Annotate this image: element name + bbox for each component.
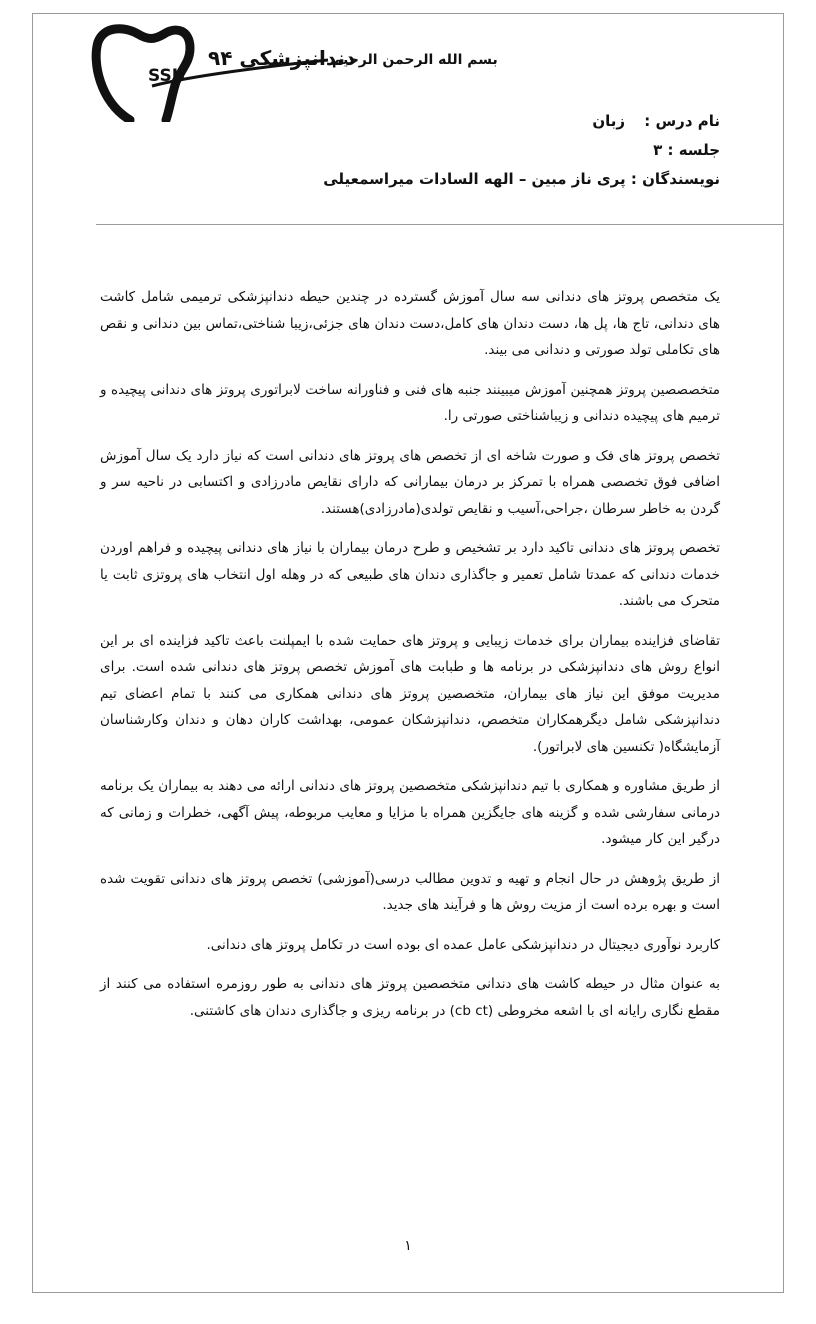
session-line <box>653 141 720 159</box>
paragraph: متخصصصین پروتز همچنین آموزش میبینند جنبه های فنی و فناورانه ساخت لابراتوری پروتز های دندانی پیچیده و ترمیم های پیچیده دندانی و زیباشناختی صورتی را. <box>100 381 720 424</box>
paragraph: تخصص پروتز های فک و صورت شاخه ای از تخصص های پروتز های دندانی است که نیاز دارد یک سال آموزش اضافی فوق تخصصی همراه با تمرکز بر درمان بیمارانی که دارای نقایص مادرزادی و اکتسابی در ناحیه سر و گردن به خاطر سرطان ،جراحی،آسیب و نقایص تولدی(مادرزادی)هستند. <box>100 447 720 517</box>
paragraph: تقاضای فزاینده بیماران برای خدمات زیبایی و پروتز های حمایت شده با ایمپلنت باعث تاکید فزاینده ای بر این انواع روش های دندانپزشکی در برنامه ها و طبابت های آموزش تخصص پروتز های دندانی شده است. برای مدیریت موفق این نیاز های بیماران، متخصصین پروتز های دندانی همکاری می کنند با تمام اعضای تیم دندانپزشکی شامل دیگرهمکاران متخصص، دندانپزشکان عمومی، بهداشت کاران دهان و دندان وکارشناسان آزمایشگاه( تکنسین های لابراتور). <box>100 632 720 755</box>
tooth-logo-icon <box>90 22 330 122</box>
course-label: نام درس : <box>644 112 720 130</box>
paragraph: به عنوان مثال در حیطه کاشت های دندانی متخصصین پروتز های دندانی به طور روزمره استفاده می کنند از مقطع نگاری رایانه ای با اشعه مخروطی (cb ct) در برنامه ریزی و جاگذاری دندان های کاشتنی. <box>100 976 720 1019</box>
paragraph: تخصص پروتز های دندانی تاکید دارد بر تشخیص و طرح درمان بیماران با نیاز های دندانی پیچیده و فراهم اوردن خدمات دندانی که عمدتا شامل تعمیر و جاگذاری دندان های طبیعی که در وهله اول انتخاب های پروتزی ثابت یا متحرک می باشند. <box>100 540 720 609</box>
paragraph: از طریق مشاوره و همکاری با تیم دندانپزشکی متخصصین پروتز های دندانی ارائه می دهند به بیماران یک برنامه درمانی سفارشی شده و گزینه های جایگزین همراه با مزایا و معایب مربوطه، پیش آگهی، خطرات و زمانی که درگیر این کار میشود. <box>100 778 720 847</box>
header-divider <box>96 224 784 225</box>
authors-value: پری ناز مبین – الهه السادات میراسمعیلی <box>323 170 626 188</box>
ssu-dentistry-logo <box>90 22 356 122</box>
paragraph: یک متخصص پروتز های دندانی سه سال آموزش گسترده در چندین حیطه دندانپزشکی ترمیمی شامل کاشت های دندانی، تاج ها، پل ها، دست دندان های کامل،دست دندان های جزئی،زیبا شناختی،تماس بین دندانی و نقص های تکاملی تولد صورتی و دندانی می بیند. <box>100 289 720 358</box>
course-line <box>592 112 720 130</box>
authors-label: نویسندگان : <box>630 170 720 188</box>
course-value: زبان <box>592 112 626 130</box>
session-label: جلسه : <box>667 141 720 159</box>
basmala: بسم الله الرحمن الرحیم <box>332 52 498 68</box>
paragraph: کاربرد نوآوری دیجیتال در دندانپزشکی عامل عمده ای بوده است در تکامل پروتز های دندانی. <box>206 936 720 953</box>
session-value: ۳ <box>653 141 663 159</box>
authors-line <box>323 170 720 188</box>
paragraph: از طریق پژوهش در حال انجام و تهیه و تدوین مطالب درسی(آموزشی) تخصص پروتز های دندانی تقویت شده است و بهره برده است از مزیت روش ها و فرآیند های جدید. <box>100 870 720 913</box>
page-number: ۱ <box>404 1238 412 1254</box>
logo-abbreviation: SSU <box>148 66 186 86</box>
document-body <box>100 284 720 1037</box>
logo-title: دندانپزشکی ۹۴ <box>208 46 356 70</box>
